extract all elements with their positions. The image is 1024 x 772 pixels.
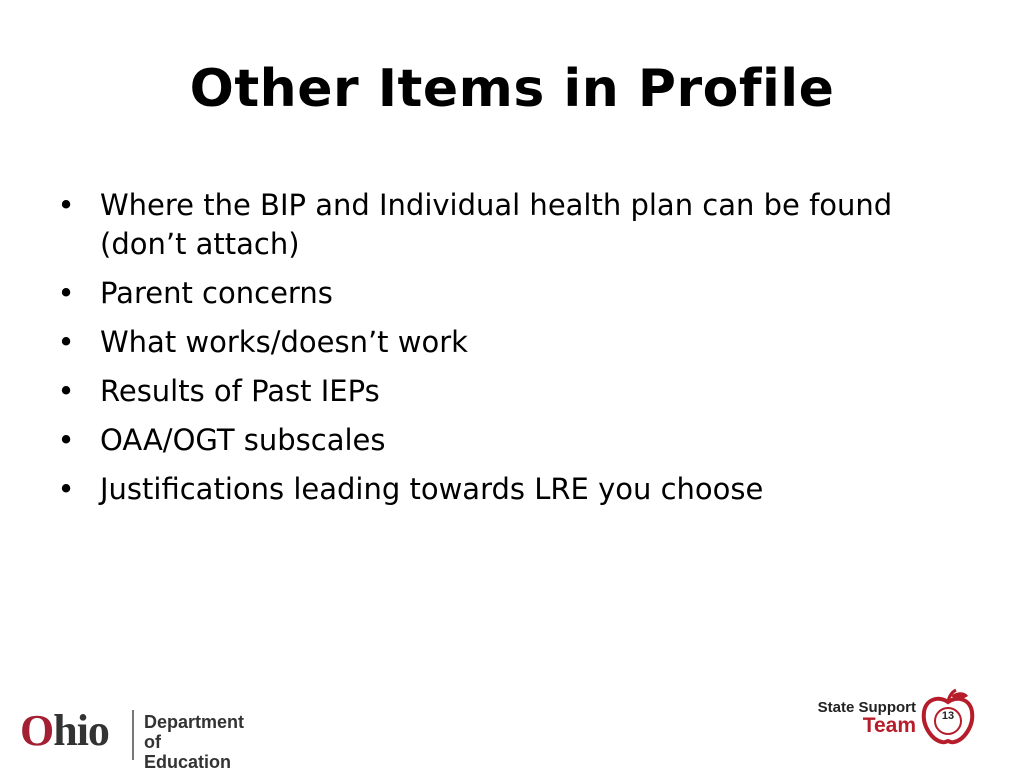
sst-line1: State Support [817, 699, 916, 716]
logo-divider [132, 710, 134, 760]
bullet-item [56, 372, 916, 411]
bullet-icon: • [57, 472, 75, 506]
bullet-text: Parent concerns [100, 276, 333, 310]
bullet-item [56, 421, 916, 460]
ohio-department-of-education-logo [20, 706, 245, 772]
department-line1: Department [144, 712, 245, 732]
bullet-text: Justifications leading towards LRE you choose [100, 472, 764, 506]
sst-number: 13 [941, 710, 955, 722]
bullet-item [56, 274, 916, 313]
ohio-hio-letters: hio [53, 706, 109, 755]
bullet-item [56, 323, 916, 362]
bullet-text: OAA/OGT subscales [100, 423, 386, 457]
bullet-list [56, 186, 916, 519]
bullet-icon: • [57, 374, 75, 408]
state-support-team-logo [806, 688, 986, 748]
bullet-icon: • [57, 276, 75, 310]
bullet-icon: • [57, 188, 75, 222]
bullet-text: Results of Past IEPs [100, 374, 380, 408]
ohio-o-letter: O [20, 706, 54, 755]
bullet-icon: • [57, 423, 75, 457]
slide-title: Other Items in Profile [189, 59, 835, 119]
bullet-item [56, 186, 916, 264]
bullet-item [56, 470, 916, 509]
department-line2: of Education [144, 732, 232, 772]
bullet-text: Where the BIP and Individual health plan can be found (don’t attach) [100, 188, 893, 261]
department-label [144, 712, 244, 772]
bullet-icon: • [57, 325, 75, 359]
ohio-wordmark [20, 706, 109, 756]
bullet-text: What works/doesn’t work [100, 325, 468, 359]
sst-line2: Team [862, 714, 916, 737]
